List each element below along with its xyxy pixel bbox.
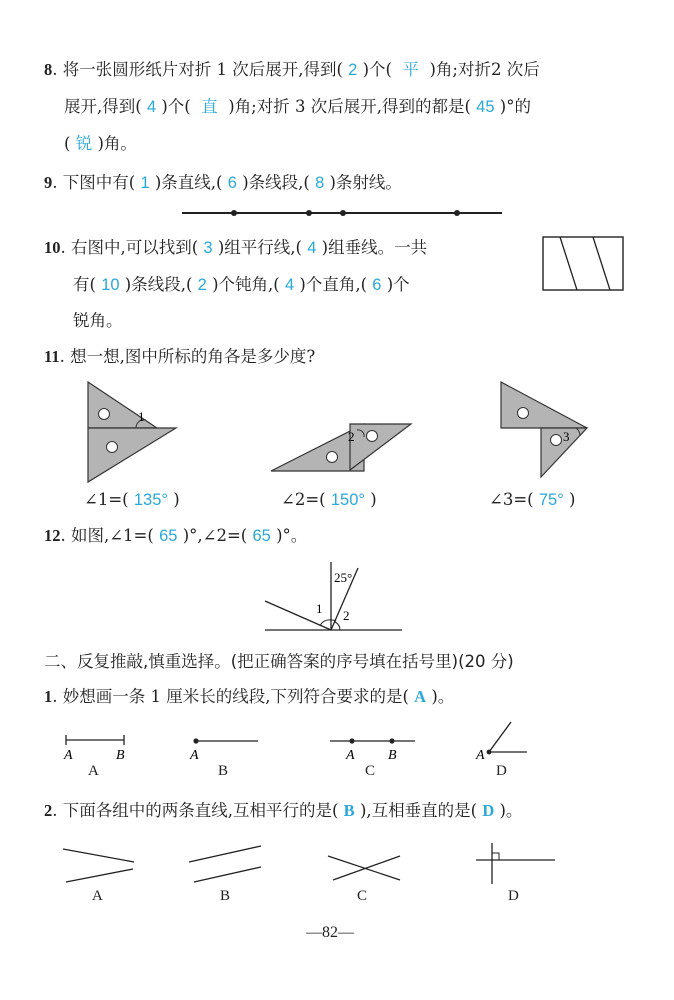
s2q1-option-c: C: [365, 763, 376, 779]
section-2-title: 二、反复推敲,慎重选择。(把正确答案的序号填在括号里)(20 分): [44, 652, 514, 671]
q8-text: )°的: [499, 97, 531, 116]
q10-number: 10: [44, 238, 61, 257]
q12-angle-1-mark: 1: [316, 601, 323, 616]
q8-text: )个(: [362, 60, 392, 79]
q10-text: )组平行线,(: [217, 238, 302, 257]
q10-answer-4: 2: [197, 276, 207, 294]
q10-answer-3: 10: [101, 276, 120, 294]
angle-2-mark: 2: [348, 429, 355, 444]
q12-degree-label: 25°: [334, 570, 353, 585]
q11-answer-1: 135°: [133, 491, 168, 509]
q10-answer-2: 4: [307, 239, 317, 257]
page-number: —82—: [306, 924, 354, 941]
point-a-label: A: [346, 748, 355, 763]
s2q2-text: )。: [499, 801, 523, 820]
point-b-label: B: [116, 748, 125, 763]
q12-text: )°。: [276, 526, 308, 545]
q11-label: ): [370, 490, 377, 509]
q11-text: . 想一想,图中所标的角各是多少度?: [59, 347, 316, 366]
s2q2-text: . 下面各组中的两条直线,互相平行的是(: [52, 801, 339, 820]
q10-text: )个直角,(: [299, 275, 368, 294]
q12-text: )°,∠2=(: [182, 526, 248, 545]
q10-answer-5: 4: [284, 276, 295, 294]
q10-answer-1: 3: [203, 239, 213, 257]
q8-number: 8: [44, 60, 53, 79]
q11-label: ∠3=(: [489, 490, 534, 509]
point-a-label: A: [190, 748, 199, 763]
q11-label: ∠2=(: [281, 490, 326, 509]
s2q1-option-a: A: [88, 763, 99, 779]
q11-answer-2: 150°: [330, 491, 365, 509]
q10-text: . 右图中,可以找到(: [60, 238, 199, 257]
q11-label: ): [569, 490, 576, 509]
s2q1-text: . 妙想画一条 1 厘米长的线段,下列符合要求的是(: [52, 687, 409, 706]
point-a-label: A: [476, 748, 485, 763]
s2q1-option-d: D: [496, 763, 507, 779]
q9-text: )条射线。: [329, 173, 402, 192]
q8-text: )角;对折 3 次后展开,得到的都是(: [228, 97, 471, 116]
q8-answer-6: 锐: [75, 135, 93, 153]
s2q2-option-d: D: [508, 888, 519, 904]
q10-text: )个: [386, 275, 410, 294]
q8-text: )角。: [97, 134, 137, 153]
q11-label: ∠1=(: [84, 490, 129, 509]
q9-answer-3: 8: [315, 174, 325, 192]
s2q1-answer: A: [414, 687, 427, 706]
q8-text: )个(: [161, 97, 191, 116]
q8-text: )角;对折2 次后: [429, 60, 540, 79]
s2q1-number: 1: [44, 687, 53, 706]
q11-number: 11: [44, 347, 60, 366]
q9-text: )条线段,(: [242, 173, 310, 192]
q9-answer-2: 6: [227, 174, 237, 192]
q8-answer-2: 平: [402, 61, 419, 79]
q10-text: 锐角。: [73, 311, 123, 330]
q11-label: ): [173, 490, 180, 509]
s2q2-option-c: C: [357, 888, 368, 904]
q8-answer-1: 2: [348, 61, 358, 79]
q10-text: )个钝角,(: [212, 275, 280, 294]
q11-answer-3: 75°: [538, 491, 564, 509]
s2q2-answer-2: D: [482, 801, 495, 820]
q8-text: 展开,得到(: [64, 97, 142, 116]
q10-text: 有(: [73, 275, 96, 294]
s2q2-answer-1: B: [343, 801, 355, 820]
angle-1-mark: 1: [138, 409, 145, 424]
q12-angle-2-mark: 2: [343, 608, 350, 623]
q10-text: )条线段,(: [124, 275, 193, 294]
s2q2-option-b: B: [220, 888, 231, 904]
q9-number: 9: [44, 173, 53, 192]
angle-3-mark: 3: [563, 429, 570, 444]
q8-answer-4: 直: [201, 98, 218, 116]
q12-answer-1: 65: [159, 527, 178, 545]
q9-text: )条直线,(: [154, 173, 223, 192]
q8-answer-3: 4: [146, 98, 157, 116]
s2q2-option-a: A: [92, 888, 103, 904]
q12-number: 12: [44, 526, 61, 545]
s2q2-number: 2: [44, 801, 53, 820]
q9-text: . 下图中有(: [52, 173, 136, 192]
s2q2-text: ),互相垂直的是(: [359, 801, 478, 820]
q8-text: (: [64, 134, 71, 153]
q10-text: )组垂线。一共: [321, 238, 428, 257]
s2q1-option-b: B: [218, 763, 229, 779]
q8-text: . 将一张圆形纸片对折 1 次后展开,得到(: [52, 60, 343, 79]
q9-answer-1: 1: [140, 174, 150, 192]
q12-text: . 如图,∠1=(: [60, 526, 154, 545]
q8-answer-5: 45: [476, 98, 495, 116]
q10-answer-6: 6: [372, 276, 382, 294]
s2q1-text: )。: [431, 687, 455, 706]
point-a-label: A: [64, 748, 73, 763]
point-b-label: B: [388, 748, 397, 763]
q12-answer-2: 65: [252, 527, 271, 545]
